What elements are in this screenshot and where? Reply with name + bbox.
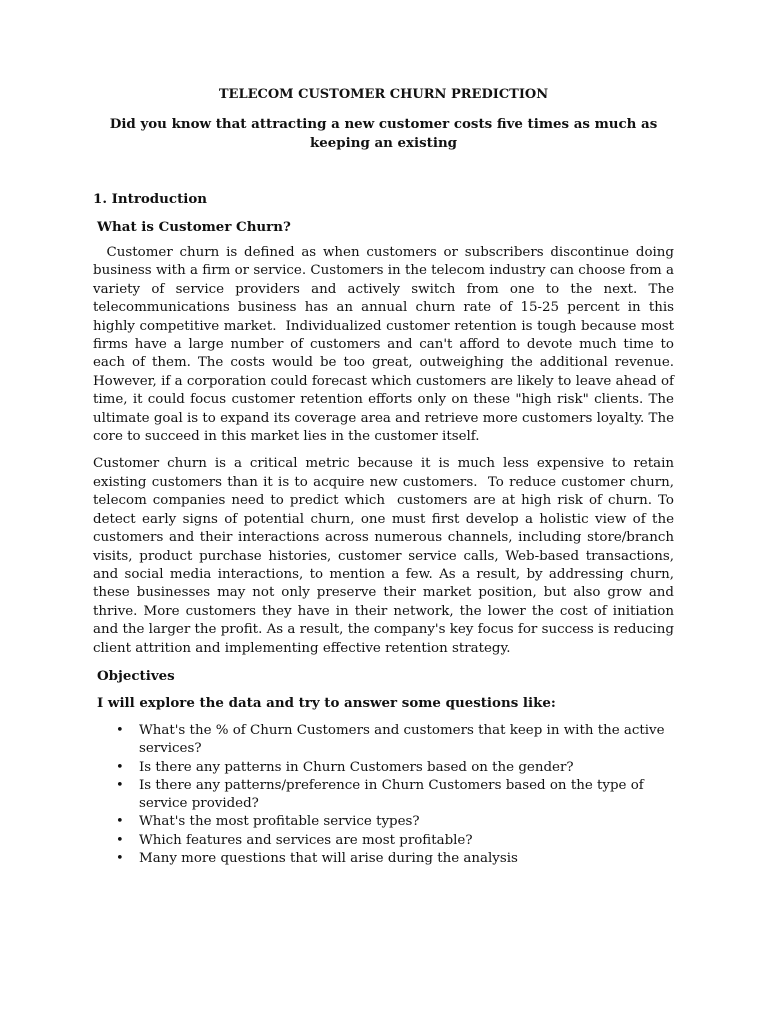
list-item-text: Which features and services are most profitable? [139, 832, 473, 848]
bullet-icon: • [116, 722, 124, 738]
section-heading-introduction: 1. Introduction [93, 191, 208, 207]
list-item [93, 759, 674, 777]
bullet-icon: • [116, 759, 124, 775]
objectives-lead: I will explore the data and try to answer some questions like: [97, 695, 556, 712]
bullet-icon: • [116, 832, 124, 848]
list-item-text: Many more questions that will arise during the analysis [139, 851, 518, 867]
document-title: TELECOM CUSTOMER CHURN PREDICTION [218, 87, 549, 102]
sub-heading-what-is-churn: What is Customer Churn? [97, 218, 291, 235]
bullet-icon: • [116, 814, 124, 830]
objectives-list [93, 722, 674, 868]
list-item [93, 832, 674, 850]
list-item [93, 813, 674, 831]
list-item [93, 777, 674, 814]
bullet-icon: • [116, 851, 124, 867]
list-item-text: Is there any patterns in Churn Customers based on the gender? [139, 759, 574, 775]
list-item [93, 722, 674, 759]
document-subtitle: Did you know that attracting a new customer costs five times as much as keeping an existing [109, 116, 658, 151]
list-item-text: What's the % of Churn Customers and customers that keep in with the active services? [139, 722, 665, 757]
list-item-text: Is there any patterns/preference in Churn Customers based on the type of service provided? [139, 777, 644, 812]
document-page [93, 86, 679, 868]
paragraph-churn-importance: Customer churn is a critical metric because it is much less expensive to retain existing customers than it is to acquire new customers. To reduce customer churn, telecom companies need to predict which customers are at high risk of churn. To detect early signs of potential churn, one must first develop a holistic view of the customers and their interactions across numerous channels, including store/branch visits, product purchase histories, customer service calls, Web-based transactions, and social media interactions, to mention a few. As a result, by addressing churn, these businesses may not only preserve their market position, but also grow and thrive. More customers they have in their network, the lower the cost of initiation and the larger the profit. As a result, the company's key focus for success is reducing client attrition and implementing effective retention strategy. [93, 456, 679, 656]
bullet-icon: • [116, 777, 124, 793]
paragraph-churn-definition: Customer churn is defined as when customers or subscribers discontinue doing business with a firm or service. Customers in the telecom industry can choose from a variety of service providers and actively switch from one to the next. The telecommunications business has an annual churn rate of 15-25 percent in this highly competitive market. Individualized customer retention is tough because most firms have a large number of customers and can't afford to devote much time to each of them. The costs would be too great, outweighing the additional revenue. However, if a corporation could forecast which customers are likely to leave ahead of time, it could focus customer retention efforts only on these "high risk" clients. The ultimate goal is to expand its coverage area and retrieve more customers loyalty. The core to succeed in this market lies in the customer itself. [93, 245, 679, 445]
list-item [93, 850, 674, 868]
list-item-text: What's the most profitable service types? [139, 814, 420, 830]
objectives-heading: Objectives [97, 667, 175, 684]
